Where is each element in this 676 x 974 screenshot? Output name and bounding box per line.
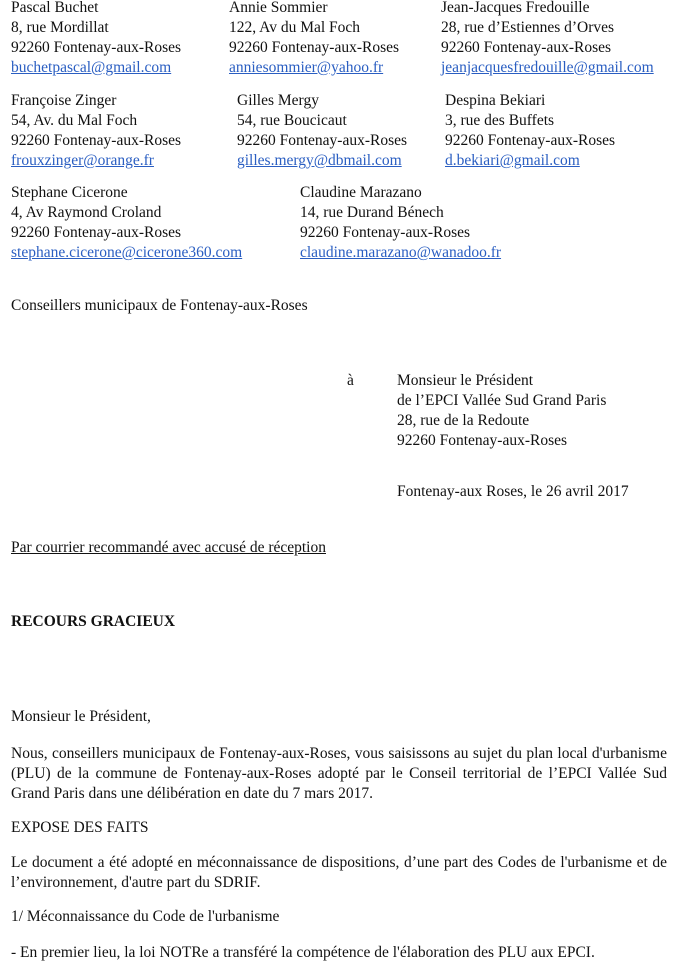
sender-block-2: [229, 0, 399, 78]
sender-email-link[interactable]: anniesommier@yahoo.fr: [229, 59, 384, 76]
group-title: Conseillers municipaux de Fontenay-aux-Roses: [11, 297, 308, 314]
sender-name: Jean-Jacques Fredouille: [441, 0, 590, 16]
sender-street: 54, Av. du Mal Foch: [11, 112, 138, 129]
sender-street: 4, Av Raymond Croland: [11, 204, 162, 221]
sender-block-5: [237, 91, 407, 171]
sender-name: Annie Sommier: [229, 0, 328, 16]
sender-street: 28, rue d’Estiennes d’Orves: [441, 19, 615, 36]
salutation: Monsieur le Président,: [11, 708, 151, 725]
delivery-note: Par courrier recommandé avec accusé de réception: [11, 539, 326, 556]
sender-block-6: [445, 91, 615, 171]
sender-block-1: [11, 0, 181, 78]
sender-block-7: [11, 183, 242, 263]
facts-paragraph: Le document a été adopté en méconnaissance de dispositions, d’une part des Codes de l'urbanisme et de l’environnement, d'autre part du SDRIF.: [11, 854, 667, 891]
recipient-line: de l’EPCI Vallée Sud Grand Paris: [397, 392, 607, 409]
subject-heading: RECOURS GRACIEUX: [11, 613, 176, 630]
recipient-address: [397, 371, 606, 451]
sender-name: Françoise Zinger: [11, 92, 117, 109]
recipient-line: 28, rue de la Redoute: [397, 412, 530, 429]
subsection-heading: 1/ Méconnaissance du Code de l'urbanisme: [11, 908, 280, 925]
recipient-prefix: à: [347, 372, 354, 389]
intro-paragraph: Nous, conseillers municipaux de Fontenay-aux-Roses, vous saisissons au sujet du plan local d'urbanisme (PLU) de la commune de Fontenay-aux-Roses adopté par le Conseil territorial de l’EPCI Vallée Sud Grand Paris dans une délibération en date du 7 mars 2017.: [11, 745, 667, 802]
sender-email-link[interactable]: claudine.marazano@wanadoo.fr: [300, 244, 502, 261]
sender-city: 92260 Fontenay-aux-Roses: [11, 224, 182, 241]
section-heading: EXPOSE DES FAITS: [11, 819, 149, 836]
sender-email-link[interactable]: buchetpascal@gmail.com: [11, 59, 172, 76]
sender-block-4: [11, 91, 181, 171]
sender-street: 3, rue des Buffets: [445, 112, 555, 129]
sender-email-link[interactable]: d.bekiari@gmail.com: [445, 152, 580, 169]
sender-street: 122, Av du Mal Foch: [229, 19, 361, 36]
sender-street: 14, rue Durand Bénech: [300, 204, 444, 221]
sender-block-8: [300, 183, 501, 263]
first-point: - En premier lieu, la loi NOTRe a transféré la compétence de l'élaboration des PLU aux EPCI.: [11, 944, 595, 961]
sender-city: 92260 Fontenay-aux-Roses: [11, 39, 182, 56]
sender-name: Claudine Marazano: [300, 184, 422, 201]
sender-city: 92260 Fontenay-aux-Roses: [229, 39, 400, 56]
sender-city: 92260 Fontenay-aux-Roses: [300, 224, 471, 241]
date-line: Fontenay-aux Roses, le 26 avril 2017: [397, 483, 629, 500]
recipient-line: 92260 Fontenay-aux-Roses: [397, 432, 568, 449]
sender-email-link[interactable]: jeanjacquesfredouille@gmail.com: [441, 59, 654, 76]
sender-city: 92260 Fontenay-aux-Roses: [11, 132, 182, 149]
sender-name: Gilles Mergy: [237, 92, 319, 109]
sender-name: Pascal Buchet: [11, 0, 99, 16]
sender-email-link[interactable]: frouxzinger@orange.fr: [11, 152, 154, 169]
recipient-line: Monsieur le Président: [397, 372, 534, 389]
sender-name: Despina Bekiari: [445, 92, 546, 109]
sender-city: 92260 Fontenay-aux-Roses: [441, 39, 612, 56]
sender-name: Stephane Cicerone: [11, 184, 128, 201]
sender-block-3: [441, 0, 654, 78]
sender-email-link[interactable]: gilles.mergy@dbmail.com: [237, 152, 402, 169]
sender-street: 54, rue Boucicaut: [237, 112, 347, 129]
sender-email-link[interactable]: stephane.cicerone@cicerone360.com: [11, 244, 243, 261]
sender-street: 8, rue Mordillat: [11, 19, 109, 36]
sender-city: 92260 Fontenay-aux-Roses: [237, 132, 408, 149]
sender-city: 92260 Fontenay-aux-Roses: [445, 132, 616, 149]
